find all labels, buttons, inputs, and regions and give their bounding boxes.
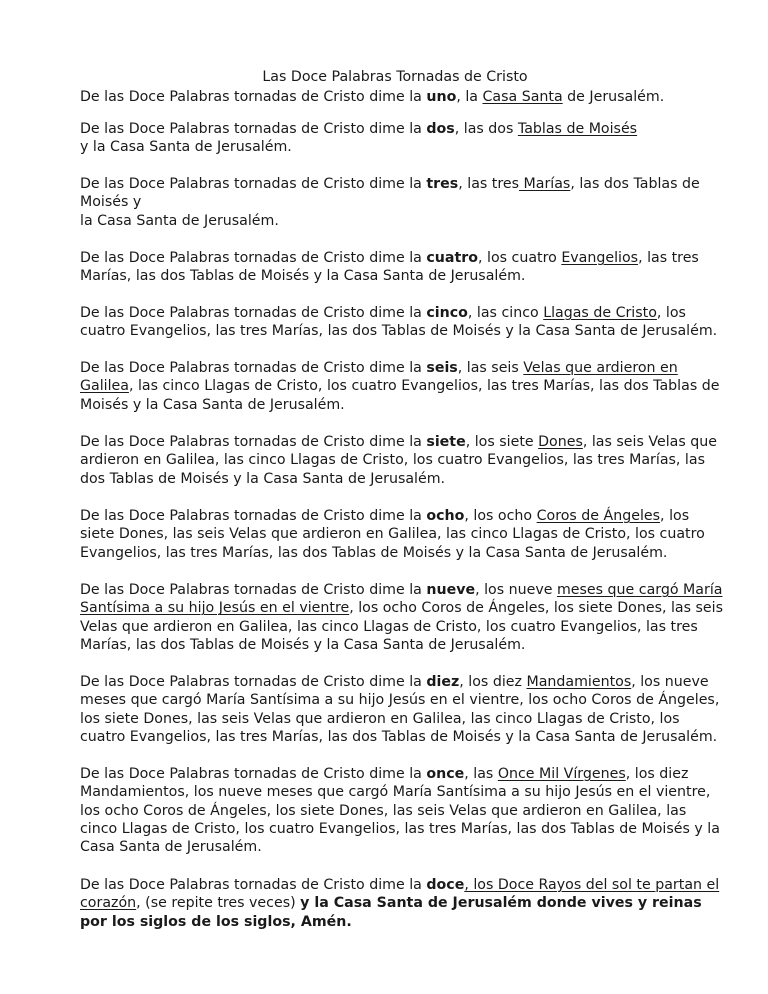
document-title: Las Doce Palabras Tornadas de Cristo <box>262 69 528 85</box>
text-line <box>80 581 723 599</box>
text-segment: De las Doce Palabras tornadas de Cristo dime la <box>80 89 427 105</box>
underlined-text: Mandamientos <box>526 674 632 690</box>
text-line <box>80 120 720 138</box>
text-line <box>80 802 720 820</box>
text-segment: , (se repite tres veces) <box>136 895 301 912</box>
text-segment: , las seis Velas que <box>582 434 717 450</box>
text-segment: , los siete <box>465 434 539 450</box>
text-segment: , los <box>656 305 686 321</box>
text-segment: De las Doce Palabras tornadas de Cristo dime la <box>80 121 427 137</box>
text-segment: De las Doce Palabras tornadas de Cristo dime la <box>80 360 427 376</box>
text-line <box>80 212 720 230</box>
text-line <box>80 673 720 691</box>
text-segment: Marías, las dos Tablas de Moisés y la Casa Santa de Jerusalém. <box>80 268 526 285</box>
text-segment: de Jerusalém. <box>562 89 665 105</box>
text-segment: , los diez <box>459 674 527 690</box>
text-segment: De las Doce Palabras tornadas de Cristo dime la <box>80 766 427 782</box>
bold-text: por los siglos de los siglos, Amén. <box>80 913 352 930</box>
underlined-text: Once Mil Vírgenes <box>497 766 626 782</box>
text-segment: cuatro Evangelios, las tres Marías, las dos Tablas de Moisés y la Casa Santa de Jerusalém. <box>80 323 718 340</box>
text-segment: , los diez <box>625 766 689 782</box>
text-segment: , los ocho Coros de Ángeles, los siete Dones, las seis <box>349 600 723 617</box>
paragraph <box>80 507 720 562</box>
text-segment: , las seis <box>457 360 524 376</box>
text-segment: Velas que ardieron en Galilea, las cinco Llagas de Cristo, los cuatro Evangelios, las tres <box>80 618 698 635</box>
text-segment: , las dos <box>454 121 518 137</box>
text-segment: Moisés y la Casa Santa de Jerusalém. <box>80 396 345 413</box>
underlined-text: Llagas de Cristo <box>543 305 657 321</box>
bold-text: uno <box>426 89 457 105</box>
text-line <box>80 322 720 340</box>
bold-text: ocho <box>426 508 465 524</box>
text-segment: De las Doce Palabras tornadas de Cristo dime la <box>80 508 427 524</box>
text-line <box>80 838 720 856</box>
text-line <box>80 175 720 193</box>
paragraph <box>80 876 720 931</box>
paragraph <box>80 175 720 230</box>
text-line <box>80 783 720 801</box>
text-segment: Casa Santa de Jerusalém. <box>80 839 262 856</box>
text-segment: , la <box>456 89 483 105</box>
underlined-text: Tablas de Moisés <box>517 121 638 137</box>
text-segment: De las Doce Palabras tornadas de Cristo dime la <box>80 250 427 266</box>
bold-text: y la Casa Santa de Jerusalém donde vives y reinas <box>300 895 702 912</box>
underlined-text: Dones <box>538 434 583 450</box>
paragraph <box>80 673 720 746</box>
text-segment: ardieron en Galilea, las cinco Llagas de Cristo, los cuatro Evangelios, las tres Marías, las <box>80 452 705 469</box>
underlined-text: Santísima a su hijo Jesús en el vientre <box>80 600 350 617</box>
text-line <box>80 377 720 395</box>
bold-text: once <box>426 766 465 782</box>
text-line <box>80 691 720 709</box>
text-segment: los siete Dones, las seis Velas que ardieron en Galilea, las cinco Llagas de Cristo, los <box>80 710 680 727</box>
text-segment: De las Doce Palabras tornadas de Cristo dime la <box>80 674 427 690</box>
text-line <box>80 599 723 617</box>
text-segment: dos Tablas de Moisés y la Casa Santa de Jerusalém. <box>80 470 446 487</box>
text-line <box>80 913 720 931</box>
text-line <box>80 433 720 451</box>
text-segment: De las Doce Palabras tornadas de Cristo dime la <box>80 176 427 192</box>
text-line <box>80 765 720 783</box>
underlined-text: corazón <box>80 895 137 912</box>
text-segment: , las tres <box>458 176 519 192</box>
underlined-text: Marías <box>519 176 571 192</box>
bold-text: seis <box>426 360 458 376</box>
text-line <box>80 267 720 285</box>
underlined-text: Evangelios <box>561 250 639 266</box>
text-segment: la Casa Santa de Jerusalém. <box>80 212 279 229</box>
text-line <box>80 728 720 746</box>
text-segment: y la Casa Santa de Jerusalém. <box>80 139 292 156</box>
paragraph <box>80 581 723 654</box>
bold-text: siete <box>426 434 466 450</box>
text-segment: , las <box>464 766 498 782</box>
paragraph <box>80 304 720 341</box>
text-segment: , las dos Tablas de <box>570 176 700 192</box>
text-segment: Evangelios, las tres Marías, las dos Tablas de Moisés y la Casa Santa de Jerusalém. <box>80 544 668 561</box>
paragraph <box>80 765 720 856</box>
underlined-text: Velas que ardieron en <box>523 360 678 376</box>
text-line <box>80 618 720 636</box>
bold-text: cinco <box>426 305 468 321</box>
text-segment: meses que cargó María Santísima a su hijo Jesús en el vientre, los ocho Coros de Ángeles, <box>80 692 720 709</box>
underlined-text: , los Doce Rayos del sol te partan el <box>464 877 720 893</box>
text-segment: De las Doce Palabras tornadas de Cristo dime la <box>80 434 427 450</box>
paragraph <box>80 359 720 414</box>
text-segment: De las Doce Palabras tornadas de Cristo dime la <box>80 582 427 598</box>
bold-text: cuatro <box>426 250 478 266</box>
text-line <box>80 396 720 414</box>
text-line <box>80 544 720 562</box>
text-line <box>80 359 720 377</box>
text-line <box>80 451 720 469</box>
underlined-text: meses que cargó María <box>556 582 723 598</box>
text-segment: , los nueve <box>475 582 557 598</box>
underlined-text: Galilea <box>80 378 129 395</box>
text-line <box>80 193 720 211</box>
text-segment: siete Dones, las seis Velas que ardieron en Galilea, las cinco Llagas de Cristo, los cuatro <box>80 526 705 543</box>
text-segment: , los ocho <box>464 508 537 524</box>
text-line <box>80 249 720 267</box>
text-line <box>80 88 720 106</box>
text-line <box>80 138 720 156</box>
text-line <box>80 876 720 894</box>
text-line <box>80 894 720 912</box>
text-segment: cuatro Evangelios, las tres Marías, las dos Tablas de Moisés y la Casa Santa de Jerusalém. <box>80 728 718 745</box>
bold-text: dos <box>426 121 455 137</box>
text-line <box>80 507 720 525</box>
underlined-text: Casa Santa <box>482 89 563 105</box>
paragraph <box>80 88 720 106</box>
paragraph <box>80 120 720 157</box>
text-segment: , las cinco Llagas de Cristo, los cuatro Evangelios, las tres Marías, las dos Tablas de <box>128 378 720 395</box>
text-line <box>80 470 720 488</box>
bold-text: doce <box>426 877 465 893</box>
paragraph <box>80 249 720 286</box>
text-segment: cinco Llagas de Cristo, los cuatro Evangelios, las tres Marías, las dos Tablas de Moisés y la <box>80 820 720 837</box>
text-segment: De las Doce Palabras tornadas de Cristo dime la <box>80 877 427 893</box>
text-segment: , los nueve <box>631 674 709 690</box>
text-segment: , los cuatro <box>478 250 562 266</box>
text-line <box>80 820 720 838</box>
text-segment: , las cinco <box>467 305 544 321</box>
text-segment: Moisés y <box>80 194 142 211</box>
bold-text: diez <box>426 674 460 690</box>
text-segment: , los <box>660 508 690 524</box>
text-segment: De las Doce Palabras tornadas de Cristo dime la <box>80 305 427 321</box>
text-line <box>80 525 720 543</box>
underlined-text: Coros de Ángeles <box>536 508 661 524</box>
text-line <box>80 304 720 322</box>
text-segment: , las tres <box>638 250 699 266</box>
text-segment: Marías, las dos Tablas de Moisés y la Casa Santa de Jerusalém. <box>80 636 526 653</box>
bold-text: tres <box>426 176 459 192</box>
bold-text: nueve <box>426 582 476 598</box>
text-line <box>80 636 720 654</box>
text-segment: Mandamientos, los nueve meses que cargó María Santísima a su hijo Jesús en el vientre, <box>80 784 711 801</box>
text-line <box>80 710 720 728</box>
paragraph <box>80 433 720 488</box>
text-segment: los ocho Coros de Ángeles, los siete Dones, las seis Velas que ardieron en Galilea, las <box>80 802 687 819</box>
